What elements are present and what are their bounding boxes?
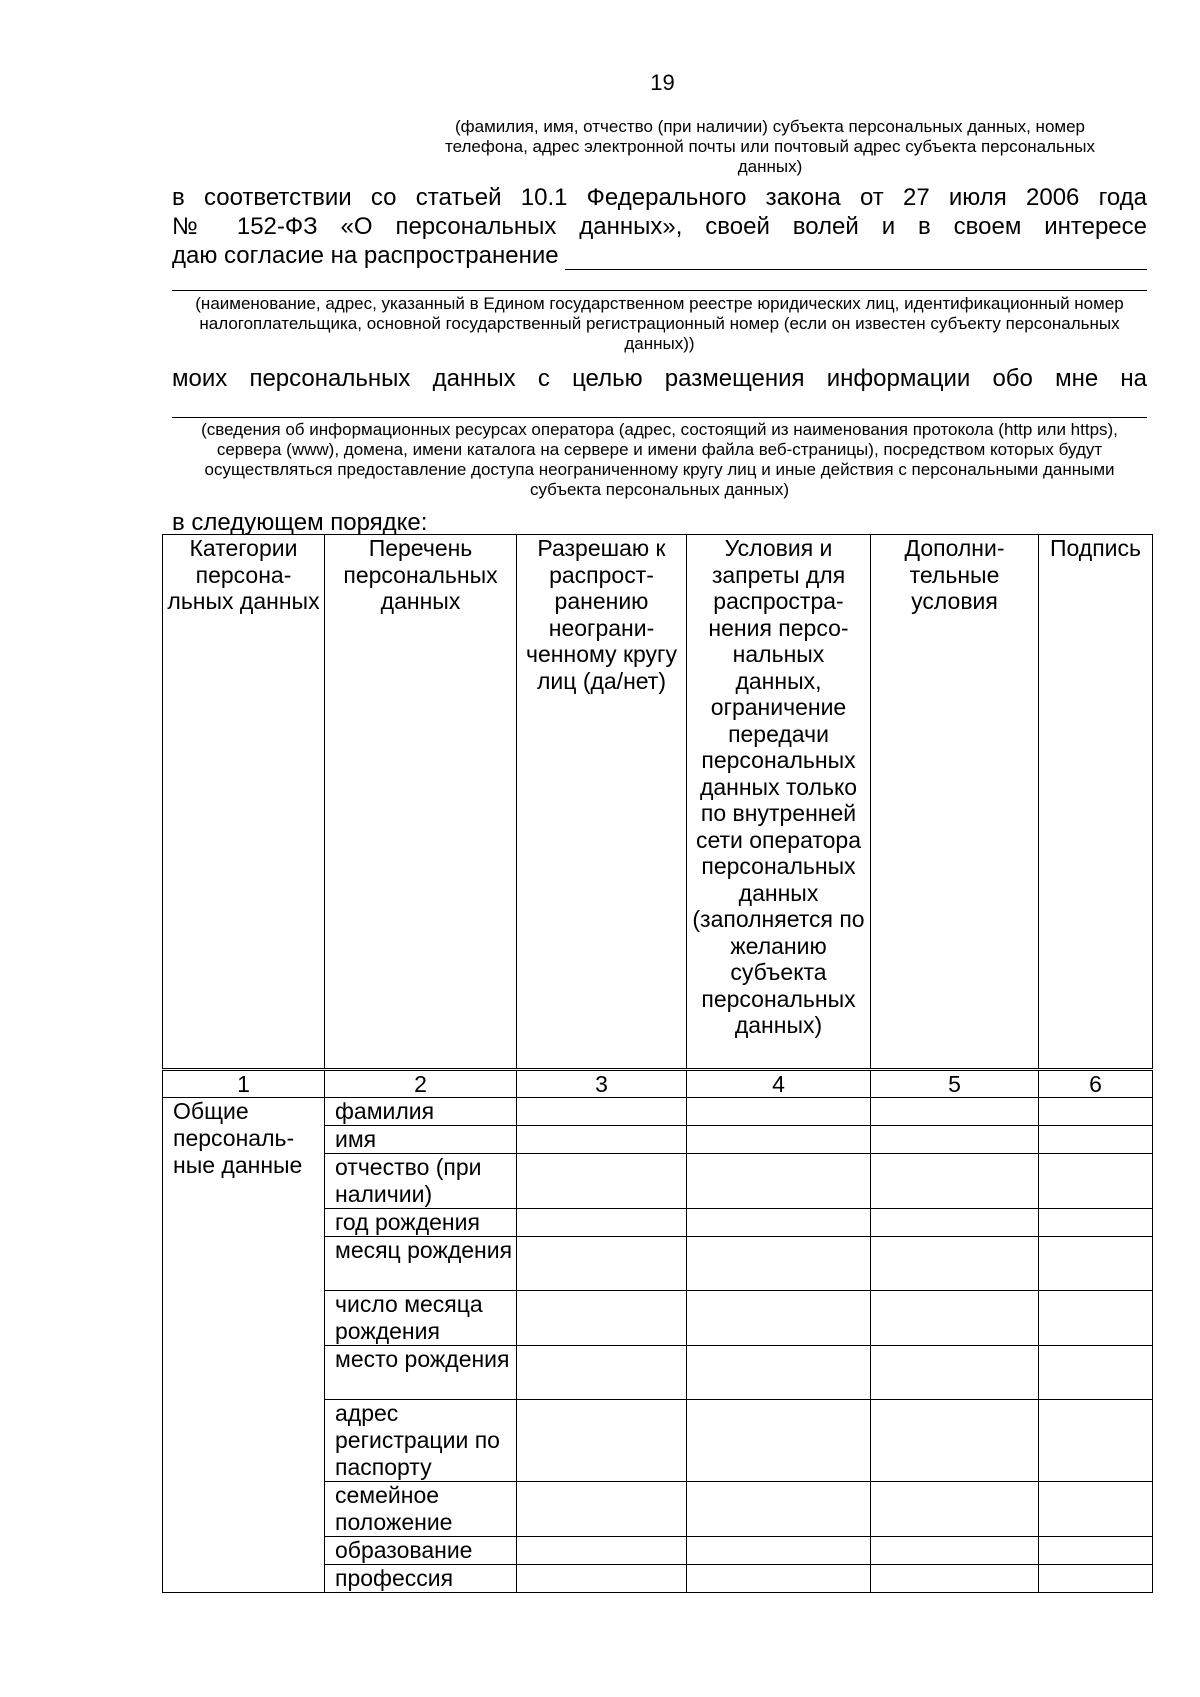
footnote-operator: (наименование, адрес, указанный в Едином государственном реестре юридических лиц, идентификационный номер налогоплательщика, основной государственный регистрационный номер (если он известен субъекту персональных данных)): [195, 294, 1124, 353]
column-number: 6: [1039, 1071, 1153, 1098]
paragraph-1-line-3: [172, 241, 1147, 270]
signature-cell[interactable]: [1039, 1237, 1153, 1291]
column-number: 3: [517, 1071, 687, 1098]
additional-cell[interactable]: [871, 1482, 1039, 1537]
header-signature: Подпись: [1039, 535, 1153, 1069]
consent-text: даю согласие на распространение: [172, 242, 559, 269]
allow-cell[interactable]: [517, 1537, 687, 1565]
resources-blank-line[interactable]: [172, 417, 1147, 418]
footnote-subject: (фамилия, имя, отчество (при наличии) субъекта персональных данных, номер телефона, адрес электронной почты или почтовый адрес субъекта персональных данных): [444, 117, 1096, 176]
column-number: 5: [871, 1071, 1039, 1098]
item-label: фамилия: [325, 1098, 517, 1126]
additional-cell[interactable]: [871, 1154, 1039, 1209]
paragraph-2-line: моих персональных данных с целью размещения информации обо мне на: [172, 365, 1147, 392]
consent-table-body: [162, 1070, 1153, 1593]
signature-cell[interactable]: [1039, 1098, 1153, 1126]
allow-cell[interactable]: [517, 1126, 687, 1154]
allow-cell[interactable]: [517, 1346, 687, 1400]
conditions-cell[interactable]: [687, 1346, 871, 1400]
signature-cell[interactable]: [1039, 1565, 1153, 1593]
signature-cell[interactable]: [1039, 1126, 1153, 1154]
operator-blank-line[interactable]: [565, 247, 1147, 270]
allow-cell[interactable]: [517, 1154, 687, 1209]
item-label: профессия: [325, 1565, 517, 1593]
additional-cell[interactable]: [871, 1565, 1039, 1593]
column-number: 1: [163, 1071, 325, 1098]
column-number: 4: [687, 1071, 871, 1098]
item-label: число месяца рождения: [325, 1291, 517, 1346]
conditions-cell[interactable]: [687, 1482, 871, 1537]
header-category: Категории персона-льных данных: [163, 535, 325, 1069]
header-additional: Дополни-тельные условия: [871, 535, 1039, 1069]
additional-cell[interactable]: [871, 1209, 1039, 1237]
item-label: отчество (при наличии): [325, 1154, 517, 1209]
conditions-cell[interactable]: [687, 1237, 871, 1291]
paragraph-1-line-1: в соответствии со статьей 10.1 Федерального закона от 27 июля 2006 года: [172, 184, 1147, 211]
conditions-cell[interactable]: [687, 1291, 871, 1346]
allow-cell[interactable]: [517, 1237, 687, 1291]
allow-cell[interactable]: [517, 1482, 687, 1537]
conditions-cell[interactable]: [687, 1400, 871, 1482]
item-label: месяц рождения: [325, 1237, 517, 1291]
category-general-data: Общие персональ-ные данные: [163, 1098, 325, 1593]
additional-cell[interactable]: [871, 1400, 1039, 1482]
operator-full-line[interactable]: [172, 290, 1147, 291]
signature-cell[interactable]: [1039, 1154, 1153, 1209]
additional-cell[interactable]: [871, 1537, 1039, 1565]
allow-cell[interactable]: [517, 1209, 687, 1237]
conditions-cell[interactable]: [687, 1537, 871, 1565]
header-list: Перечень персональных данных: [325, 535, 517, 1069]
allow-cell[interactable]: [517, 1098, 687, 1126]
signature-cell[interactable]: [1039, 1291, 1153, 1346]
table-row: [163, 1098, 1153, 1126]
conditions-cell[interactable]: [687, 1565, 871, 1593]
footnote-resources: (сведения об информационных ресурсах оператора (адрес, состоящий из наименования протокола (http или https), сервера (www), домена, имени каталога на сервере и имени файла веб-страницы), посредством которых будут осуществляться предоставление доступа неограниченному кругу лиц и иные действия с персональными данными субъекта персональных данных): [201, 420, 1118, 499]
allow-cell[interactable]: [517, 1565, 687, 1593]
header-allow: Разрешаю к распрост-ранению неограни-ченному кругу лиц (да/нет): [517, 535, 687, 1069]
additional-cell[interactable]: [871, 1346, 1039, 1400]
conditions-cell[interactable]: [687, 1098, 871, 1126]
additional-cell[interactable]: [871, 1126, 1039, 1154]
header-conditions: Условия и запреты для распростра-нения персо-нальных данных, ограничение передачи персональных данных только по внутренней сети оператора персональных данных (заполняется по желанию субъекта персональных данных): [687, 535, 871, 1069]
item-label: место рождения: [325, 1346, 517, 1400]
column-number: 2: [325, 1071, 517, 1098]
item-label: адрес регистрации по паспорту: [325, 1400, 517, 1482]
item-label: год рождения: [325, 1209, 517, 1237]
conditions-cell[interactable]: [687, 1154, 871, 1209]
signature-cell[interactable]: [1039, 1400, 1153, 1482]
consent-table-header: [162, 534, 1153, 1069]
allow-cell[interactable]: [517, 1400, 687, 1482]
item-label: имя: [325, 1126, 517, 1154]
signature-cell[interactable]: [1039, 1482, 1153, 1537]
allow-cell[interactable]: [517, 1291, 687, 1346]
signature-cell[interactable]: [1039, 1209, 1153, 1237]
conditions-cell[interactable]: [687, 1209, 871, 1237]
signature-cell[interactable]: [1039, 1537, 1153, 1565]
item-label: семейное положение: [325, 1482, 517, 1537]
item-label: образование: [325, 1537, 517, 1565]
page-number: 19: [650, 70, 675, 95]
order-label: в следующем порядке:: [172, 509, 428, 536]
additional-cell[interactable]: [871, 1291, 1039, 1346]
additional-cell[interactable]: [871, 1237, 1039, 1291]
additional-cell[interactable]: [871, 1098, 1039, 1126]
paragraph-1-line-2: № 152-ФЗ «О персональных данных», своей волей и в своем интересе: [172, 213, 1147, 240]
conditions-cell[interactable]: [687, 1126, 871, 1154]
signature-cell[interactable]: [1039, 1346, 1153, 1400]
